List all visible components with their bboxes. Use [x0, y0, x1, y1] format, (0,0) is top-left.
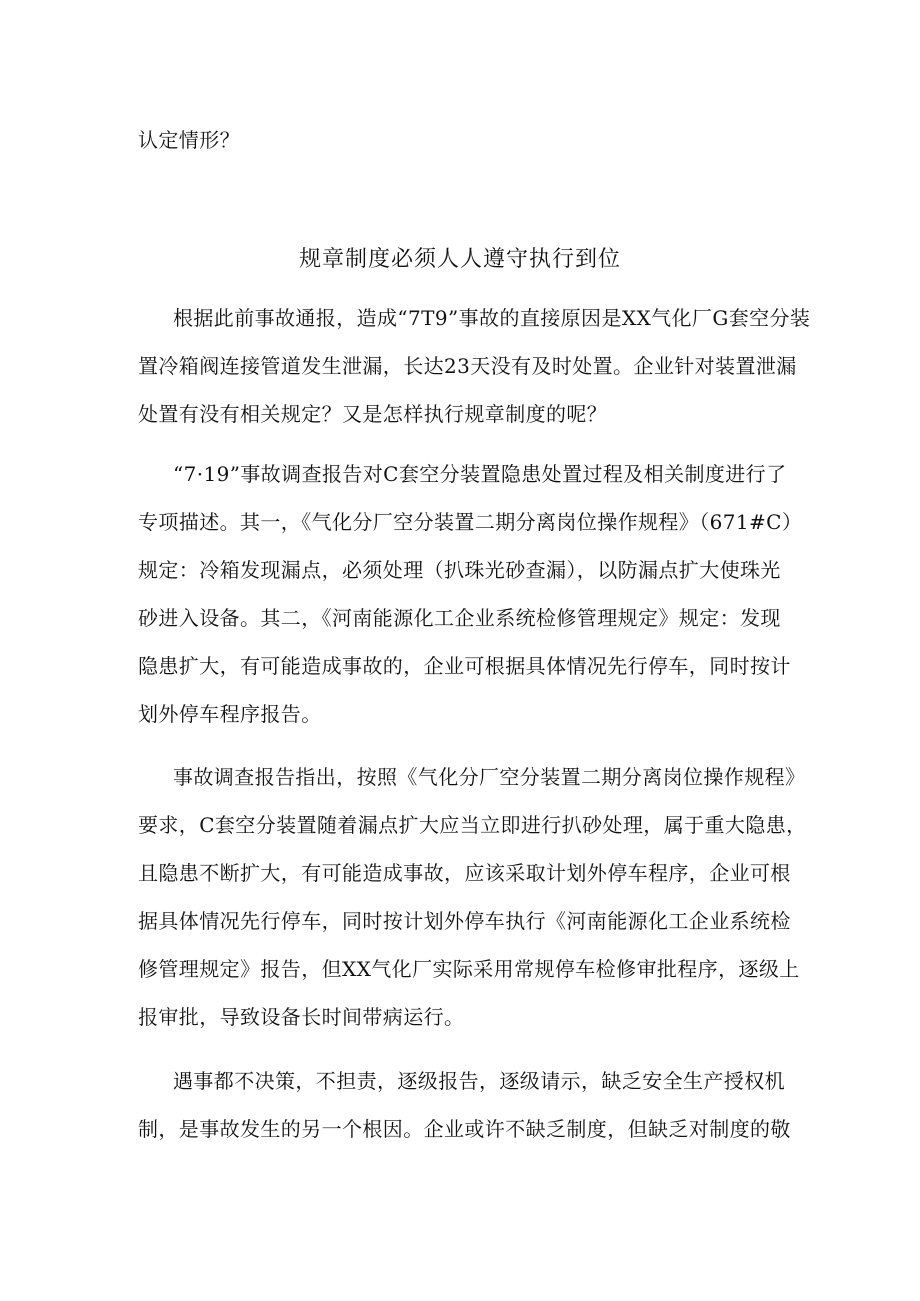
intro-line: 认定情形？ — [138, 128, 240, 152]
paragraph-line: 划外停车程序报告。 — [138, 702, 322, 726]
section-heading: 规章制度必须人人遵守执行到位 — [298, 247, 621, 272]
paragraph-line: 砂进入设备。其二，《河南能源化工企业系统检修管理规定》规定：发现 — [138, 606, 781, 630]
paragraph-line: 且隐患不断扩大，有可能造成事故，应该采取计划外停车程序，企业可根 — [138, 861, 791, 885]
paragraph-line: 要求，C套空分装置随着漏点扩大应当立即进行扒砂处理，属于重大隐患， — [138, 813, 807, 837]
paragraph-line: 修管理规定》报告，但XX气化厂实际采用常规停车检修审批程序，逐级上 — [138, 957, 800, 981]
paragraph-line: 遇事都不决策，不担责，逐级报告，逐级请示，缺乏安全生产授权机 — [173, 1069, 785, 1093]
paragraph-line: 处置有没有相关规定？又是怎样执行规章制度的呢？ — [138, 402, 608, 426]
paragraph-line: 事故调查报告指出，按照《气化分厂空分装置二期分离岗位操作规程》 — [173, 765, 806, 789]
paragraph-line: 规定：冷箱发现漏点，必须处理（扒珠光砂查漏），以防漏点扩大使珠光 — [138, 558, 781, 582]
paragraph-line: 置冷箱阀连接管道发生泄漏，长达23天没有及时处置。企业针对装置泄漏 — [138, 354, 797, 378]
paragraph-line: 隐患扩大，有可能造成事故的，企业可根据具体情况先行停车，同时按计 — [138, 654, 791, 678]
paragraph-line: 报审批，导致设备长时间带病运行。 — [138, 1005, 465, 1029]
paragraph-line: “7·19”事故调查报告对C套空分装置隐患处置过程及相关制度进行了 — [173, 462, 787, 486]
paragraph-line: 根据此前事故通报，造成“7T9”事故的直接原因是XX气化厂G套空分装 — [173, 306, 811, 330]
paragraph-line: 据具体情况先行停车，同时按计划外停车执行《河南能源化工企业系统检 — [138, 909, 791, 933]
paragraph-line: 制，是事故发生的另一个根因。企业或许不缺乏制度，但缺乏对制度的敬 — [138, 1117, 791, 1141]
paragraph-line: 专项描述。其一，《气化分厂空分装置二期分离岗位操作规程》（671#C） — [138, 510, 803, 534]
